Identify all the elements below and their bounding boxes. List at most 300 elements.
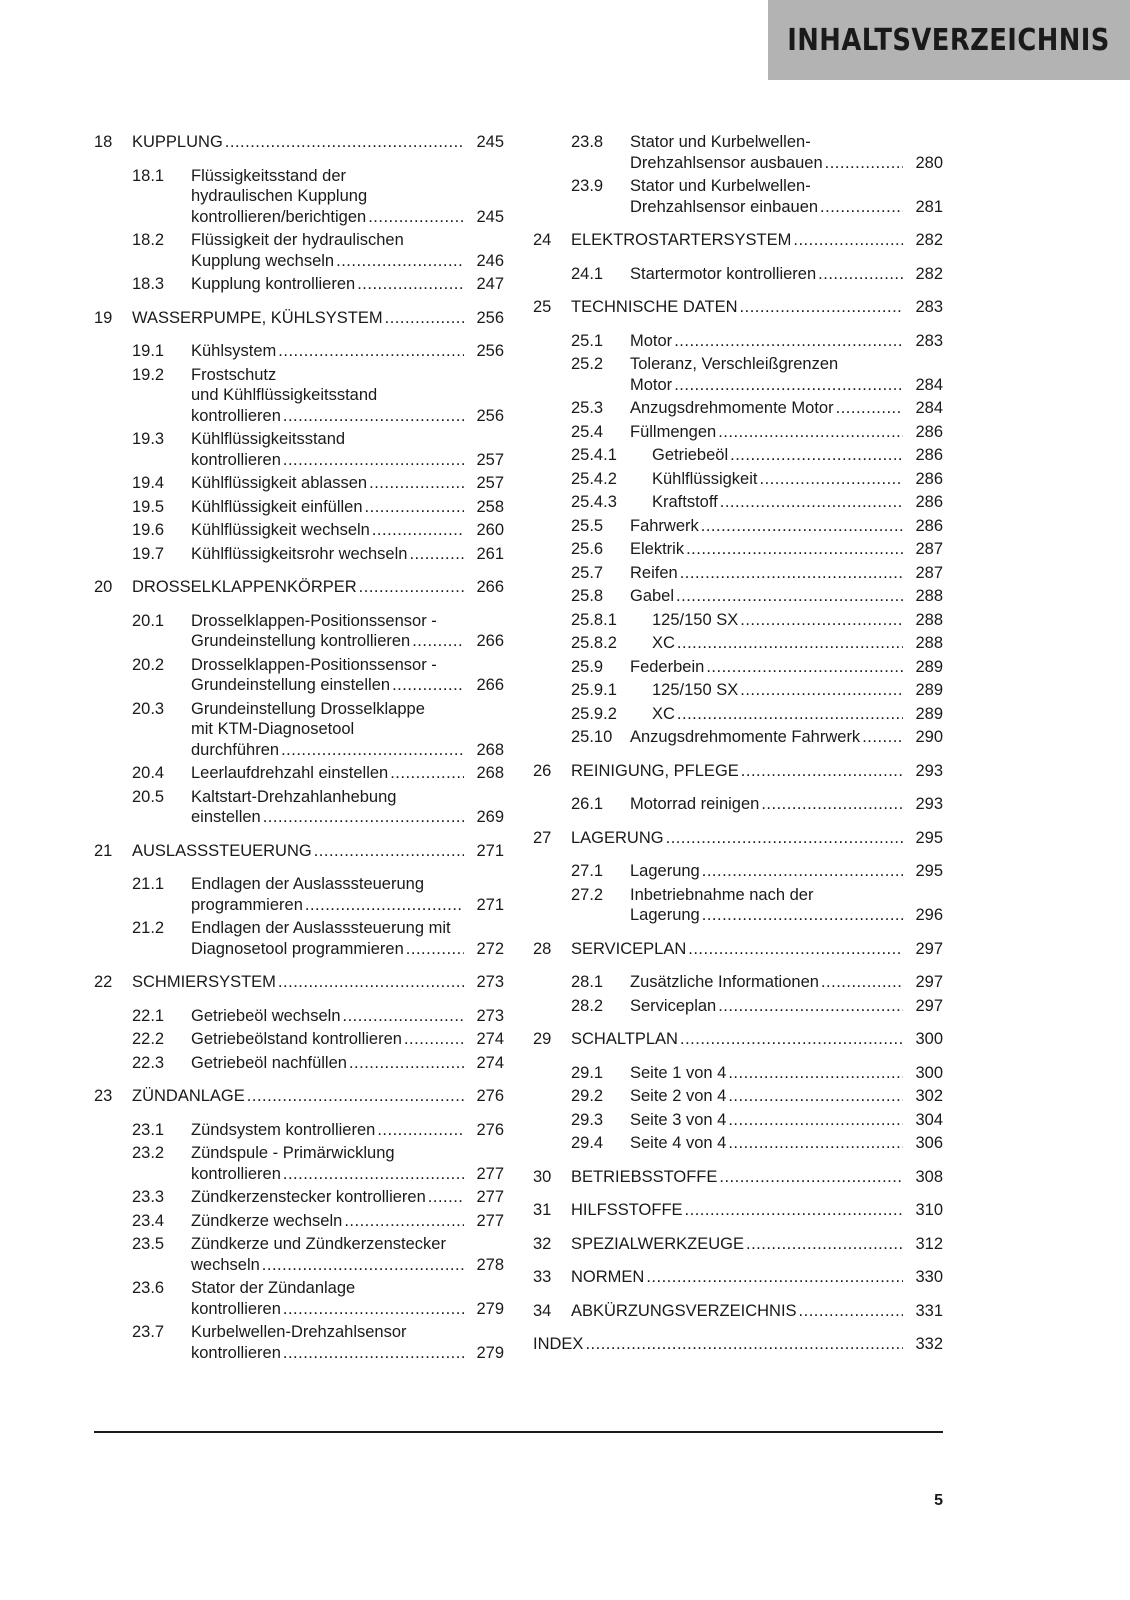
toc-dot-leader bbox=[412, 631, 464, 652]
toc-entry-line bbox=[630, 905, 943, 926]
toc-entry-page: 281 bbox=[915, 197, 943, 216]
toc-entry-page: 289 bbox=[915, 681, 943, 699]
toc-entry-line bbox=[630, 197, 943, 218]
toc-entry-page: 271 bbox=[476, 895, 504, 914]
toc-entry[interactable] bbox=[533, 972, 943, 993]
toc-dot-leader bbox=[719, 1167, 903, 1188]
toc-entry[interactable] bbox=[533, 1167, 943, 1188]
toc-entry-number: 23.9 bbox=[571, 177, 604, 195]
toc-entry-number: 23.4 bbox=[132, 1211, 165, 1230]
toc-dot-leader bbox=[728, 1063, 903, 1084]
toc-entry[interactable] bbox=[533, 445, 943, 466]
toc-entry-number: 25.4 bbox=[571, 422, 604, 441]
toc-entry-body bbox=[571, 1029, 943, 1050]
toc-entry[interactable] bbox=[94, 308, 504, 329]
toc-entry[interactable] bbox=[533, 1234, 943, 1255]
toc-entry-line bbox=[191, 365, 504, 386]
toc-entry-line bbox=[571, 1167, 943, 1188]
toc-entry-body bbox=[191, 1029, 504, 1050]
toc-entry-body bbox=[191, 1322, 504, 1363]
toc-entry-title: Kühlflüssigkeit ablassen bbox=[191, 474, 368, 492]
toc-entry[interactable] bbox=[533, 939, 943, 960]
toc-entry-title: Kühlsystem bbox=[191, 342, 277, 360]
toc-entry-body bbox=[571, 761, 943, 782]
toc-entry-body bbox=[191, 699, 504, 761]
toc-entry-line bbox=[191, 1211, 504, 1232]
toc-entry-line bbox=[191, 631, 504, 652]
toc-entry-title: Zündsystem kontrollieren bbox=[191, 1120, 376, 1139]
toc-entry-title: Kaltstart-Drehzahlanhebung bbox=[191, 787, 397, 806]
toc-entry[interactable] bbox=[533, 1267, 943, 1288]
toc-entry-body bbox=[652, 704, 943, 725]
toc-entry-body bbox=[630, 885, 943, 926]
toc-entry-page: 282 bbox=[915, 231, 943, 249]
toc-entry-title: Toleranz, Verschleißgrenzen bbox=[630, 355, 839, 373]
toc-entry-number: 25.10 bbox=[571, 728, 613, 746]
toc-entry-line bbox=[191, 1299, 504, 1320]
toc-entry-title: Leerlaufdrehzahl einstellen bbox=[191, 764, 389, 782]
toc-entry[interactable] bbox=[533, 492, 943, 513]
toc-dot-leader bbox=[680, 563, 903, 584]
toc-entry[interactable] bbox=[533, 1133, 943, 1154]
toc-entry-number: 20.5 bbox=[132, 787, 165, 806]
toc-entry-title: 125/150 SX bbox=[652, 681, 739, 699]
toc-entry-body bbox=[191, 1120, 504, 1141]
toc-entry-number: 19.4 bbox=[132, 474, 165, 492]
toc-entry-title: Flüssigkeitsstand der bbox=[191, 166, 346, 185]
toc-dot-leader bbox=[305, 895, 464, 916]
toc-entry-page: 289 bbox=[915, 657, 943, 676]
toc-entry-title: SPEZIALWERKZEUGE bbox=[571, 1234, 744, 1253]
toc-entry-page: 245 bbox=[476, 207, 504, 226]
toc-entry-number: 19.1 bbox=[132, 342, 165, 360]
toc-entry-page: 288 bbox=[915, 610, 943, 629]
toc-entry-body bbox=[652, 633, 943, 654]
page-title: INHALTSVERZEICHNIS bbox=[787, 22, 1111, 58]
toc-entry-page: 256 bbox=[476, 406, 504, 425]
toc-entry[interactable] bbox=[533, 727, 943, 748]
toc-entry[interactable] bbox=[533, 680, 943, 701]
toc-entry-title: XC bbox=[652, 634, 675, 652]
toc-entry-number: 28.1 bbox=[571, 973, 604, 991]
toc-dot-leader bbox=[685, 1200, 903, 1221]
toc-dot-leader bbox=[674, 331, 903, 352]
toc-entry-title: kontrollieren bbox=[191, 1299, 281, 1318]
toc-entry-line bbox=[652, 445, 943, 466]
toc-entry[interactable] bbox=[94, 1029, 504, 1050]
toc-entry-title: Serviceplan bbox=[630, 996, 717, 1015]
toc-entry[interactable] bbox=[533, 861, 943, 882]
toc-entry[interactable] bbox=[94, 1120, 504, 1141]
toc-dot-leader bbox=[702, 905, 903, 926]
toc-dot-leader bbox=[677, 633, 903, 654]
toc-entry[interactable] bbox=[94, 1086, 504, 1107]
toc-entry[interactable] bbox=[533, 563, 943, 584]
toc-entry-line bbox=[571, 1301, 943, 1322]
toc-entry-number: 34 bbox=[533, 1301, 552, 1320]
toc-entry[interactable] bbox=[533, 1086, 943, 1107]
toc-dot-leader bbox=[314, 841, 464, 862]
toc-dot-leader bbox=[262, 1255, 464, 1276]
toc-entry-body bbox=[652, 445, 943, 466]
toc-entry-title: Seite 4 von 4 bbox=[630, 1134, 727, 1152]
toc-entry[interactable] bbox=[94, 1143, 504, 1184]
toc-dot-leader bbox=[674, 375, 903, 396]
toc-entry-page: 286 bbox=[915, 469, 943, 488]
toc-entry-page: 331 bbox=[915, 1301, 943, 1320]
toc-entry[interactable] bbox=[533, 761, 943, 782]
toc-entry[interactable] bbox=[94, 699, 504, 761]
toc-entry-title: Federbein bbox=[630, 657, 705, 676]
toc-entry-number: 18.1 bbox=[132, 166, 165, 185]
toc-entry-title: Flüssigkeit der hydraulischen bbox=[191, 231, 404, 249]
toc-entry[interactable] bbox=[94, 132, 504, 153]
toc-column-right bbox=[533, 132, 943, 1368]
toc-entry-number: 31 bbox=[533, 1201, 552, 1219]
toc-entry[interactable] bbox=[94, 577, 504, 598]
toc-entry-body bbox=[191, 1006, 504, 1027]
toc-entry-body bbox=[571, 1200, 943, 1221]
toc-entry-line bbox=[191, 1234, 504, 1255]
toc-entry-title: NORMEN bbox=[571, 1268, 645, 1286]
toc-entry-body bbox=[191, 274, 504, 295]
toc-entry-line bbox=[191, 807, 504, 828]
toc-entry-page: 288 bbox=[915, 634, 943, 652]
toc-entry-body bbox=[630, 132, 943, 173]
toc-dot-leader bbox=[740, 680, 903, 701]
toc-entry-number: 21 bbox=[94, 841, 113, 860]
toc-entry[interactable] bbox=[94, 611, 504, 652]
toc-entry-title: Stator und Kurbelwellen- bbox=[630, 177, 811, 195]
toc-dot-leader bbox=[263, 807, 464, 828]
toc-entry-body bbox=[630, 1133, 943, 1154]
toc-entry[interactable] bbox=[533, 996, 943, 1017]
toc-entry-page: 277 bbox=[476, 1211, 504, 1230]
toc-dot-leader bbox=[676, 586, 903, 607]
toc-entry-page: 245 bbox=[476, 133, 504, 151]
toc-entry[interactable] bbox=[94, 473, 504, 494]
toc-entry-number: 29.1 bbox=[571, 1063, 604, 1082]
toc-entry-title: ZÜNDANLAGE bbox=[132, 1087, 245, 1105]
toc-dot-leader bbox=[283, 1343, 464, 1364]
toc-dot-leader bbox=[428, 1187, 464, 1208]
toc-entry-page: 257 bbox=[476, 450, 504, 469]
toc-entry-title: TECHNISCHE DATEN bbox=[571, 298, 738, 316]
toc-entry-page: 276 bbox=[476, 1087, 504, 1105]
toc-entry-number: 26 bbox=[533, 761, 552, 780]
toc-dot-leader bbox=[680, 1029, 903, 1050]
toc-entry-page: 266 bbox=[476, 578, 504, 596]
toc-entry-line bbox=[132, 1086, 504, 1107]
toc-entry-number: 28.2 bbox=[571, 996, 604, 1015]
toc-entry[interactable] bbox=[533, 230, 943, 251]
toc-entry[interactable] bbox=[94, 1006, 504, 1027]
toc-entry[interactable] bbox=[533, 610, 943, 631]
toc-entry-line bbox=[630, 153, 943, 174]
toc-entry-body bbox=[630, 354, 943, 395]
toc-entry[interactable] bbox=[533, 1200, 943, 1221]
toc-dot-leader bbox=[702, 861, 903, 882]
toc-entry-line bbox=[191, 918, 504, 939]
toc-entry-number: 20 bbox=[94, 578, 113, 596]
toc-entry[interactable] bbox=[94, 365, 504, 427]
toc-entry-line bbox=[191, 230, 504, 251]
toc-entry-number: 20.2 bbox=[132, 655, 165, 674]
toc-entry-line bbox=[132, 132, 504, 153]
toc-entry[interactable] bbox=[94, 918, 504, 959]
toc-entry-line bbox=[571, 297, 943, 318]
toc-entry-title: programmieren bbox=[191, 895, 303, 914]
toc-entry-line bbox=[630, 1133, 943, 1154]
toc-entry[interactable] bbox=[94, 787, 504, 828]
toc-entry[interactable] bbox=[533, 657, 943, 678]
toc-entry-line bbox=[571, 828, 943, 849]
toc-entry-title: Kraftstoff bbox=[652, 493, 718, 511]
toc-entry[interactable] bbox=[94, 874, 504, 915]
toc-entry[interactable] bbox=[94, 1234, 504, 1275]
toc-entry-line bbox=[191, 939, 504, 960]
toc-entry[interactable] bbox=[94, 1211, 504, 1232]
toc-entry-body bbox=[571, 939, 943, 960]
toc-entry-line bbox=[533, 1334, 943, 1355]
toc-entry-title: Grundeinstellung einstellen bbox=[191, 676, 391, 694]
toc-entry[interactable] bbox=[94, 841, 504, 862]
toc-entry[interactable] bbox=[94, 497, 504, 518]
toc-entry[interactable] bbox=[533, 264, 943, 285]
toc-entry-page: 279 bbox=[476, 1343, 504, 1362]
toc-entry-line bbox=[191, 207, 504, 228]
toc-entry[interactable] bbox=[533, 469, 943, 490]
toc-entry[interactable] bbox=[94, 1278, 504, 1319]
toc-entry[interactable] bbox=[533, 704, 943, 725]
toc-entry-number: 19.7 bbox=[132, 544, 165, 563]
toc-entry-page: 260 bbox=[476, 521, 504, 539]
toc-entry-page: 274 bbox=[476, 1053, 504, 1072]
toc-dot-leader bbox=[825, 153, 903, 174]
toc-entry-body bbox=[191, 1234, 504, 1275]
toc-entry-title: Stator und Kurbelwellen- bbox=[630, 133, 811, 151]
toc-entry[interactable] bbox=[533, 794, 943, 815]
toc-entry-line bbox=[571, 1234, 943, 1255]
toc-entry[interactable] bbox=[94, 429, 504, 470]
toc-dot-leader bbox=[820, 197, 903, 218]
toc-entry-number: 27.1 bbox=[571, 862, 604, 880]
toc-entry[interactable] bbox=[533, 1063, 943, 1084]
toc-entry[interactable] bbox=[533, 176, 943, 217]
toc-entry-page: 308 bbox=[915, 1167, 943, 1186]
toc-entry-page: 293 bbox=[915, 795, 943, 813]
toc-entry-body bbox=[652, 469, 943, 490]
toc-entry-page: 304 bbox=[915, 1110, 943, 1129]
toc-entry-number: 25.4.3 bbox=[571, 493, 617, 511]
toc-entry[interactable] bbox=[94, 166, 504, 228]
toc-entry-title: ABKÜRZUNGSVERZEICHNIS bbox=[571, 1301, 797, 1320]
toc-entry-number: 25.3 bbox=[571, 399, 604, 417]
toc-dot-leader bbox=[392, 675, 464, 696]
toc-entry-page: 256 bbox=[476, 342, 504, 360]
toc-entry[interactable] bbox=[533, 354, 943, 395]
toc-entry-title: mit KTM-Diagnosetool bbox=[191, 720, 355, 738]
toc-entry-page: 287 bbox=[915, 563, 943, 582]
toc-entry-title: wechseln bbox=[191, 1255, 260, 1274]
toc-entry[interactable] bbox=[94, 544, 504, 565]
toc-entry-line bbox=[571, 939, 943, 960]
toc-dot-leader bbox=[862, 727, 903, 748]
toc-entry-line bbox=[652, 469, 943, 490]
toc-entry-page: 296 bbox=[915, 906, 943, 924]
toc-entry[interactable] bbox=[94, 520, 504, 541]
toc-entry-page: 272 bbox=[476, 939, 504, 958]
toc-entry-body bbox=[191, 1053, 504, 1074]
toc-entry-number: 23.8 bbox=[571, 133, 604, 151]
toc-entry-number: 19.5 bbox=[132, 497, 165, 516]
toc-entry-number: 20.3 bbox=[132, 699, 165, 718]
toc-entry-body bbox=[630, 727, 943, 748]
toc-entry[interactable] bbox=[533, 132, 943, 173]
toc-dot-leader bbox=[730, 445, 903, 466]
toc-entry-number: 23.2 bbox=[132, 1144, 165, 1162]
toc-entry[interactable] bbox=[533, 586, 943, 607]
toc-entry-line bbox=[191, 1164, 504, 1185]
toc-dot-leader bbox=[677, 704, 903, 725]
toc-entry-number: 25.9 bbox=[571, 657, 604, 676]
toc-entry-line bbox=[571, 1267, 943, 1288]
toc-dot-leader bbox=[357, 274, 464, 295]
toc-entry-line bbox=[630, 516, 943, 537]
toc-dot-leader bbox=[377, 1120, 464, 1141]
toc-entry-line bbox=[191, 406, 504, 427]
toc-entry[interactable] bbox=[533, 422, 943, 443]
toc-entry-title: Grundeinstellung Drosselklappe bbox=[191, 699, 425, 718]
toc-entry-body bbox=[191, 763, 504, 784]
toc-entry-page: 287 bbox=[915, 540, 943, 558]
toc-entry[interactable] bbox=[533, 331, 943, 352]
toc-entry-title: Kupplung wechseln bbox=[191, 251, 335, 270]
toc-dot-leader bbox=[278, 341, 464, 362]
toc-entry-line bbox=[191, 497, 504, 518]
toc-dot-leader bbox=[686, 539, 903, 560]
toc-entry-page: 312 bbox=[915, 1234, 943, 1253]
toc-entry-body bbox=[630, 1063, 943, 1084]
toc-entry-body bbox=[132, 1086, 504, 1107]
toc-entry[interactable] bbox=[533, 885, 943, 926]
toc-entry-number: 25.6 bbox=[571, 540, 604, 558]
toc-entry-number: 29.2 bbox=[571, 1087, 604, 1105]
toc-dot-leader bbox=[368, 207, 464, 228]
toc-entry-title: Fahrwerk bbox=[630, 516, 699, 535]
toc-entry-number: 20.4 bbox=[132, 764, 165, 782]
toc-dot-leader bbox=[247, 1086, 464, 1107]
toc-entry-line bbox=[191, 520, 504, 541]
toc-entry-title: Drehzahlsensor einbauen bbox=[630, 197, 819, 216]
toc-entry-title: BETRIEBSSTOFFE bbox=[571, 1167, 718, 1186]
toc-entry-body bbox=[571, 1301, 943, 1322]
toc-entry-number: 18.3 bbox=[132, 275, 165, 293]
toc-entry[interactable] bbox=[94, 341, 504, 362]
toc-entry-number: 25.8 bbox=[571, 587, 604, 605]
toc-entry-title: Inbetriebnahme nach der bbox=[630, 885, 814, 904]
toc-entry[interactable] bbox=[533, 398, 943, 419]
toc-entry-title: Kühlflüssigkeitsrohr wechseln bbox=[191, 544, 408, 563]
toc-entry[interactable] bbox=[94, 1322, 504, 1363]
toc-entry-page: 297 bbox=[915, 996, 943, 1015]
toc-entry-page: 286 bbox=[915, 422, 943, 441]
toc-entry[interactable] bbox=[94, 274, 504, 295]
toc-entry[interactable] bbox=[533, 1301, 943, 1322]
toc-entry-title: Kupplung kontrollieren bbox=[191, 275, 356, 293]
toc-entry[interactable] bbox=[533, 297, 943, 318]
toc-entry[interactable] bbox=[94, 763, 504, 784]
toc-entry-title: SERVICEPLAN bbox=[571, 939, 687, 958]
toc-entry-line bbox=[652, 610, 943, 631]
toc-entry[interactable] bbox=[533, 1029, 943, 1050]
toc-entry-title: AUSLASSSTEUERUNG bbox=[132, 841, 312, 860]
toc-entry-title: durchführen bbox=[191, 740, 280, 759]
toc-entry[interactable] bbox=[533, 633, 943, 654]
toc-entry-page: 330 bbox=[915, 1268, 943, 1286]
toc-entry-line bbox=[630, 996, 943, 1017]
toc-dot-leader bbox=[278, 972, 464, 993]
toc-entry-number: 21.1 bbox=[132, 875, 165, 893]
toc-entry-body bbox=[571, 297, 943, 318]
toc-entry-body bbox=[630, 1110, 943, 1131]
toc-entry-line bbox=[191, 675, 504, 696]
toc-entry[interactable] bbox=[533, 828, 943, 849]
toc-entry-line bbox=[191, 166, 504, 187]
toc-entry-page: 284 bbox=[915, 399, 943, 417]
toc-entry[interactable] bbox=[94, 1187, 504, 1208]
header-box bbox=[768, 0, 1130, 80]
toc-entry-line bbox=[191, 1120, 504, 1141]
toc-entry-title: HILFSSTOFFE bbox=[571, 1201, 683, 1219]
toc-entry-line bbox=[630, 539, 943, 560]
toc-entry[interactable] bbox=[533, 539, 943, 560]
toc-entry[interactable] bbox=[94, 655, 504, 696]
toc-entry-line bbox=[630, 176, 943, 197]
toc-entry-body bbox=[191, 497, 504, 518]
toc-entry[interactable] bbox=[94, 1053, 504, 1074]
toc-entry-number: 23 bbox=[94, 1087, 113, 1105]
toc-entry-title: Elektrik bbox=[630, 540, 685, 558]
toc-entry[interactable] bbox=[533, 1334, 943, 1355]
toc-entry-line bbox=[191, 450, 504, 471]
toc-entry-body bbox=[132, 308, 504, 329]
toc-entry-body bbox=[191, 365, 504, 427]
toc-dot-leader bbox=[365, 497, 464, 518]
toc-entry-title: REINIGUNG, PFLEGE bbox=[571, 761, 739, 780]
footer-rule bbox=[94, 1431, 943, 1433]
toc-dot-leader bbox=[283, 1299, 464, 1320]
toc-entry[interactable] bbox=[533, 1110, 943, 1131]
toc-entry-line bbox=[191, 874, 504, 895]
toc-entry[interactable] bbox=[94, 972, 504, 993]
toc-entry-line bbox=[630, 264, 943, 285]
toc-entry-title: Grundeinstellung kontrollieren bbox=[191, 632, 411, 650]
toc-entry-number: 29.4 bbox=[571, 1134, 604, 1152]
toc-entry-body bbox=[571, 1234, 943, 1255]
toc-dot-leader bbox=[359, 577, 464, 598]
toc-entry-title: SCHMIERSYSTEM bbox=[132, 973, 276, 991]
toc-dot-leader bbox=[746, 1234, 903, 1255]
toc-entry-body bbox=[191, 230, 504, 271]
toc-entry-body bbox=[191, 918, 504, 959]
toc-entry-line bbox=[191, 429, 504, 450]
toc-entry-number: 19.6 bbox=[132, 521, 165, 539]
toc-entry[interactable] bbox=[94, 230, 504, 271]
toc-entry-title: Motor bbox=[630, 375, 673, 394]
toc-entry-title: Zündkerze wechseln bbox=[191, 1211, 343, 1230]
toc-entry[interactable] bbox=[533, 516, 943, 537]
